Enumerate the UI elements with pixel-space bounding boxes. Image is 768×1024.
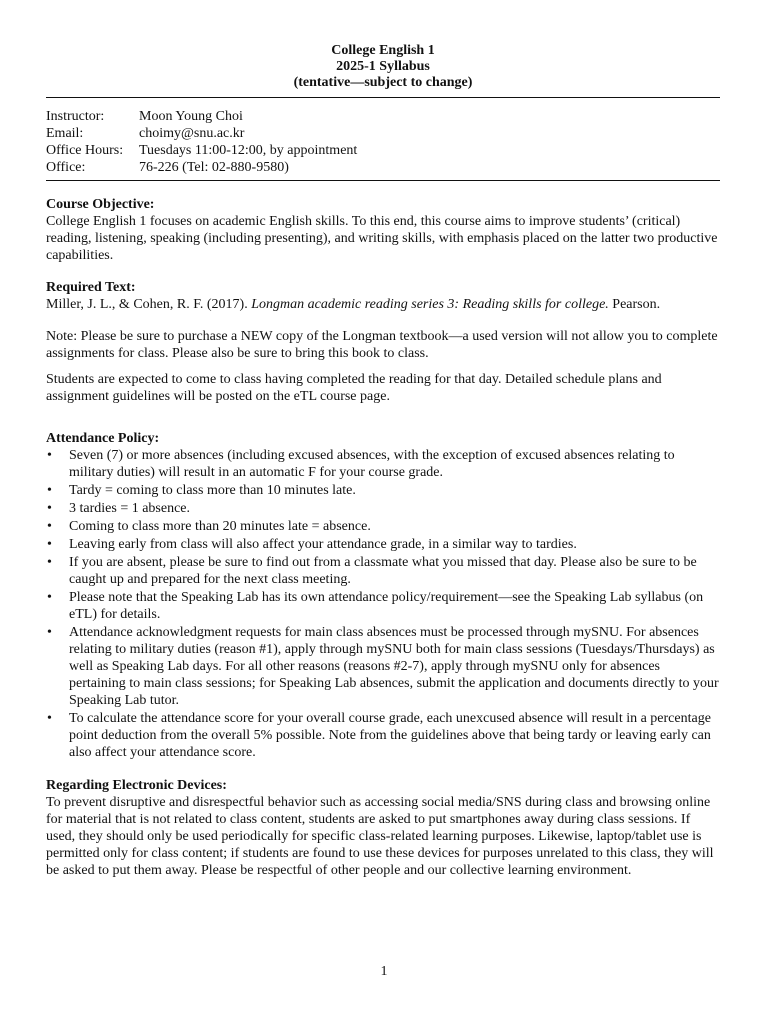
list-item [46,482,720,499]
citation-publisher: Pearson. [608,297,661,312]
reading-expectation: Students are expected to come to class having completed the reading for that day. Detailed schedule plans and assignment guidelines will be posted on the eTL course page. [46,372,662,404]
citation-title: Longman academic reading series 3: Reading skills for college. [251,297,609,312]
list-item [46,518,720,535]
required-text-section [46,279,720,405]
bullet-icon: • [47,501,52,516]
bullet-icon: • [47,483,52,498]
tentative-note: (tentative—subject to change) [293,75,473,90]
electronic-devices-section [46,777,720,879]
list-item-text: Coming to class more than 20 minutes late = absence. [69,519,371,534]
list-item-text: To calculate the attendance score for your overall course grade, each unexcused absence will result in a percentage point deduction from the overall 5% possible. Note from the guidelines above that being tardy or leaving early can also affect your attendance score. [69,711,711,760]
info-label: Email: [46,126,84,141]
bullet-icon: • [47,590,52,605]
info-divider [46,180,720,181]
list-item [46,710,720,761]
list-item-text: Please note that the Speaking Lab has its own attendance policy/requirement—see the Speaking Lab syllabus (on eTL) for details. [69,590,704,622]
bullet-icon: • [47,711,52,726]
list-item-text: Tardy = coming to class more than 10 minutes late. [69,483,356,498]
section-title: Regarding Electronic Devices: [46,778,227,793]
info-label: Office Hours: [46,143,124,158]
bullet-icon: • [47,448,52,463]
textbook-note: Note: Please be sure to purchase a NEW copy of the Longman textbook—a used version will not allow you to complete assignments for class. Please also be sure to bring this book to class. [46,329,718,361]
info-value: Moon Young Choi [139,109,243,124]
attendance-list [46,447,720,761]
list-item-text: If you are absent, please be sure to find out from a classmate what you missed that day. Please also be sure to be caught up and prepared for the next class meeting. [69,555,697,587]
info-row-instructor [46,108,720,125]
info-label: Office: [46,160,86,175]
course-title: College English 1 [331,43,435,58]
info-value: Tuesdays 11:00-12:00, by appointment [139,143,358,158]
header-divider [46,97,720,98]
list-item-text: Seven (7) or more absences (including excused absences, with the exception of excused absences relating to military duties) will result in an automatic F for your course grade. [69,448,675,480]
section-title: Required Text: [46,280,136,295]
course-objective-section [46,196,720,264]
section-title: Course Objective: [46,197,155,212]
bullet-icon: • [47,625,52,640]
list-item [46,589,720,623]
info-value: 76-226 (Tel: 02-880-9580) [139,160,289,175]
info-label: Instructor: [46,109,105,124]
info-row-office-hours [46,142,720,159]
section-title: Attendance Policy: [46,431,160,446]
syllabus-page [46,43,720,879]
page-number: 1 [380,964,388,979]
info-row-email [46,125,720,142]
info-value: choimy@snu.ac.kr [139,126,245,141]
bullet-icon: • [47,537,52,552]
syllabus-header [46,43,720,91]
list-item [46,447,720,481]
list-item [46,536,720,553]
bullet-icon: • [47,555,52,570]
list-item-text: Attendance acknowledgment requests for main class absences must be processed through mySNU. For absences relating to military duties (reason #1), apply through mySNU both for main class sessions (Tuesdays/Thursdays) as well as Speaking Lab days. For all other reasons (reasons #2-7), apply through mySNU only for absences pertaining to main class sessions; for Speaking Lab absences, submit the application and documents directly to your Speaking Lab tutor. [69,625,719,708]
bullet-icon: • [47,519,52,534]
citation-authors: Miller, J. L., & Cohen, R. F. (2017). [46,297,252,312]
info-row-office [46,159,720,176]
textbook-citation [46,296,720,313]
list-item-text: 3 tardies = 1 absence. [69,501,191,516]
list-item [46,500,720,517]
objective-body: College English 1 focuses on academic English skills. To this end, this course aims to improve students’ (critical) reading, listening, speaking (including presenting), and writing skills, with emphasis placed on the latter two productive capabilities. [46,214,718,263]
list-item [46,624,720,709]
list-item-text: Leaving early from class will also affect your attendance grade, in a similar way to tardies. [69,537,577,552]
devices-body: To prevent disruptive and disrespectful behavior such as accessing social media/SNS during class and browsing online for material that is not related to class content, students are asked to put smartphones away during class sessions. If used, they should only be used periodically for specific class-related learning purposes. Likewise, laptop/tablet use is permitted only for class content; if students are found to use these devices for purposes unrelated to this class, they will be asked to put them away. Please be respectful of other people and our collective learning environment. [46,795,714,878]
term-title: 2025-1 Syllabus [336,59,430,74]
attendance-policy-section [46,430,720,761]
list-item [46,554,720,588]
instructor-info [46,108,720,176]
